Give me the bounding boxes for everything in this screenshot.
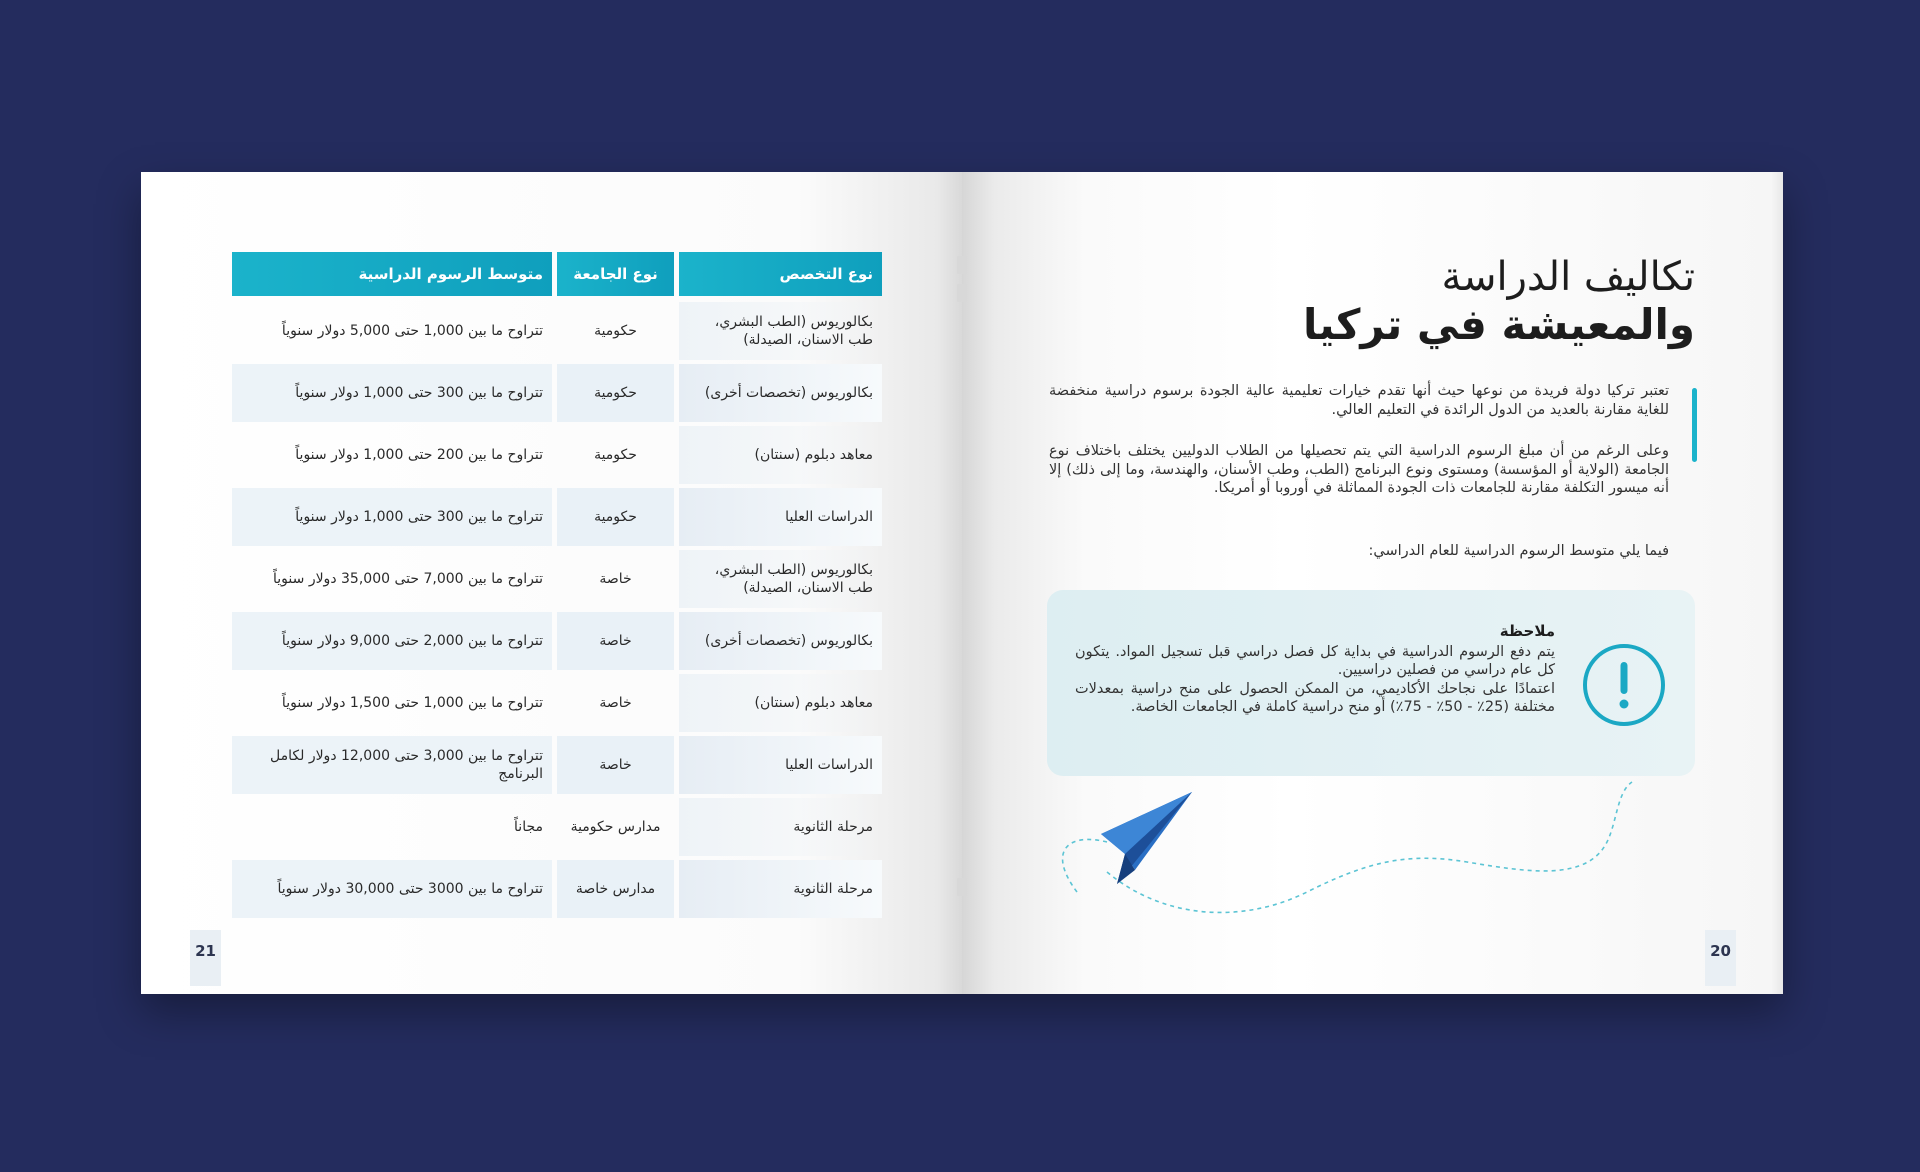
cell-major: مرحلة الثانوية — [679, 798, 882, 856]
page-20 — [962, 172, 1783, 994]
cell-university: حكومية — [557, 364, 674, 422]
header-major: نوع التخصص — [679, 252, 882, 296]
cell-university: خاصة — [557, 612, 674, 670]
note-title: ملاحظة — [1499, 622, 1555, 640]
cell-major: معاهد دبلوم (سنتان) — [679, 674, 882, 732]
cell-fees: تتراوح ما بين 300 حتى 1,000 دولار سنوياً — [232, 488, 552, 546]
table-lead-paragraph: فيما يلي متوسط الرسوم الدراسية للعام الدراسي: — [1368, 543, 1669, 559]
table-row — [232, 798, 882, 856]
page-number-right: 20 — [1705, 930, 1736, 986]
page-21 — [141, 172, 962, 994]
accent-bar — [1692, 388, 1697, 462]
cell-major: معاهد دبلوم (سنتان) — [679, 426, 882, 484]
cell-major: بكالوريوس (تخصصات أخرى) — [679, 612, 882, 670]
binding-mark — [962, 256, 967, 274]
table-row — [232, 426, 882, 484]
table-row — [232, 488, 882, 546]
fees-table — [232, 252, 882, 922]
table-row — [232, 736, 882, 794]
table-row — [232, 860, 882, 918]
cell-major: الدراسات العليا — [679, 736, 882, 794]
cell-major: بكالوريوس (تخصصات أخرى) — [679, 364, 882, 422]
header-university: نوع الجامعة — [557, 252, 674, 296]
cell-university: خاصة — [599, 571, 632, 587]
table-row — [232, 302, 882, 360]
cell-fees: تتراوح ما بين 7,000 حتى 35,000 دولار سنوياً — [273, 571, 543, 587]
page-title-line2: والمعيشة في تركيا — [1303, 300, 1695, 349]
note-line-2: اعتمادًا على نجاحك الأكاديمي، من الممكن الحصول على منح دراسية بمعدلات مختلفة (25٪ - 50٪ - 75٪) أو منح دراسية كاملة في الجامعات الخاصة. — [1075, 680, 1555, 715]
binding-mark — [962, 878, 967, 896]
cell-university: خاصة — [599, 695, 632, 711]
cell-major: بكالوريوس (الطب البشري، طب الاسنان، الصيدلة) — [679, 550, 882, 608]
table-row — [232, 612, 882, 670]
fees-paragraph: وعلى الرغم من أن مبلغ الرسوم الدراسية التي يتم تحصيلها من الطلاب الدوليين يختلف باختلاف نوع الجامعة (الولاية أو المؤسسة) ومستوى ونوع البرنامج (الطب، وطب الأسنان، والهندسة، وما إلى ذلك) إلا أنه ميسور التكلفة مقارنة للجامعات ذات الجودة المماثلة في أوروبا أو أمريكا. — [1049, 443, 1669, 496]
header-fees: متوسط الرسوم الدراسية — [232, 252, 552, 296]
cell-major: الدراسات العليا — [679, 488, 882, 546]
note-text — [1075, 622, 1555, 717]
cell-university: حكومية — [557, 488, 674, 546]
cell-major: بكالوريوس (الطب البشري، طب الاسنان، الصيدلة) — [679, 302, 882, 360]
table-row — [232, 674, 882, 732]
cell-fees: مجاناً — [514, 819, 543, 835]
binding-mark — [962, 284, 967, 302]
exclamation-circle-icon — [1581, 642, 1667, 728]
table-header — [232, 252, 882, 296]
paper-plane-icon — [1047, 772, 1667, 922]
cell-fees: تتراوح ما بين 1,000 حتى 1,500 دولار سنوياً — [281, 695, 543, 711]
cell-university: مدارس خاصة — [557, 860, 674, 918]
cell-university: مدارس حكومية — [570, 819, 661, 835]
note-line-1: يتم دفع الرسوم الدراسية في بداية كل فصل دراسي قبل تسجيل المواد. يتكون كل عام دراسي من فصلين دراسيين. — [1075, 643, 1555, 678]
brochure-spread — [141, 172, 1783, 994]
page-number-left: 21 — [190, 930, 221, 986]
cell-fees: تتراوح ما بين 3000 حتى 30,000 دولار سنوياً — [232, 860, 552, 918]
cell-fees: تتراوح ما بين 3,000 حتى 12,000 دولار لكامل البرنامج — [232, 736, 552, 794]
table-row — [232, 364, 882, 422]
cell-university: خاصة — [557, 736, 674, 794]
page-title-line1: تكاليف الدراسة — [1441, 254, 1695, 300]
cell-university: حكومية — [594, 323, 637, 339]
cell-fees: تتراوح ما بين 300 حتى 1,000 دولار سنوياً — [232, 364, 552, 422]
note-box — [1047, 590, 1695, 776]
cell-major: مرحلة الثانوية — [679, 860, 882, 918]
table-row — [232, 550, 882, 608]
cell-fees: تتراوح ما بين 200 حتى 1,000 دولار سنوياً — [295, 447, 543, 463]
cell-fees: تتراوح ما بين 1,000 حتى 5,000 دولار سنوياً — [281, 323, 543, 339]
intro-paragraph: تعتبر تركيا دولة فريدة من نوعها حيث أنها تقدم خيارات تعليمية عالية الجودة برسوم دراسية منخفضة للغاية مقارنة بالعديد من الدول الرائدة في التعليم العالي. — [1049, 383, 1669, 418]
cell-fees: تتراوح ما بين 2,000 حتى 9,000 دولار سنوياً — [232, 612, 552, 670]
cell-university: حكومية — [594, 447, 637, 463]
